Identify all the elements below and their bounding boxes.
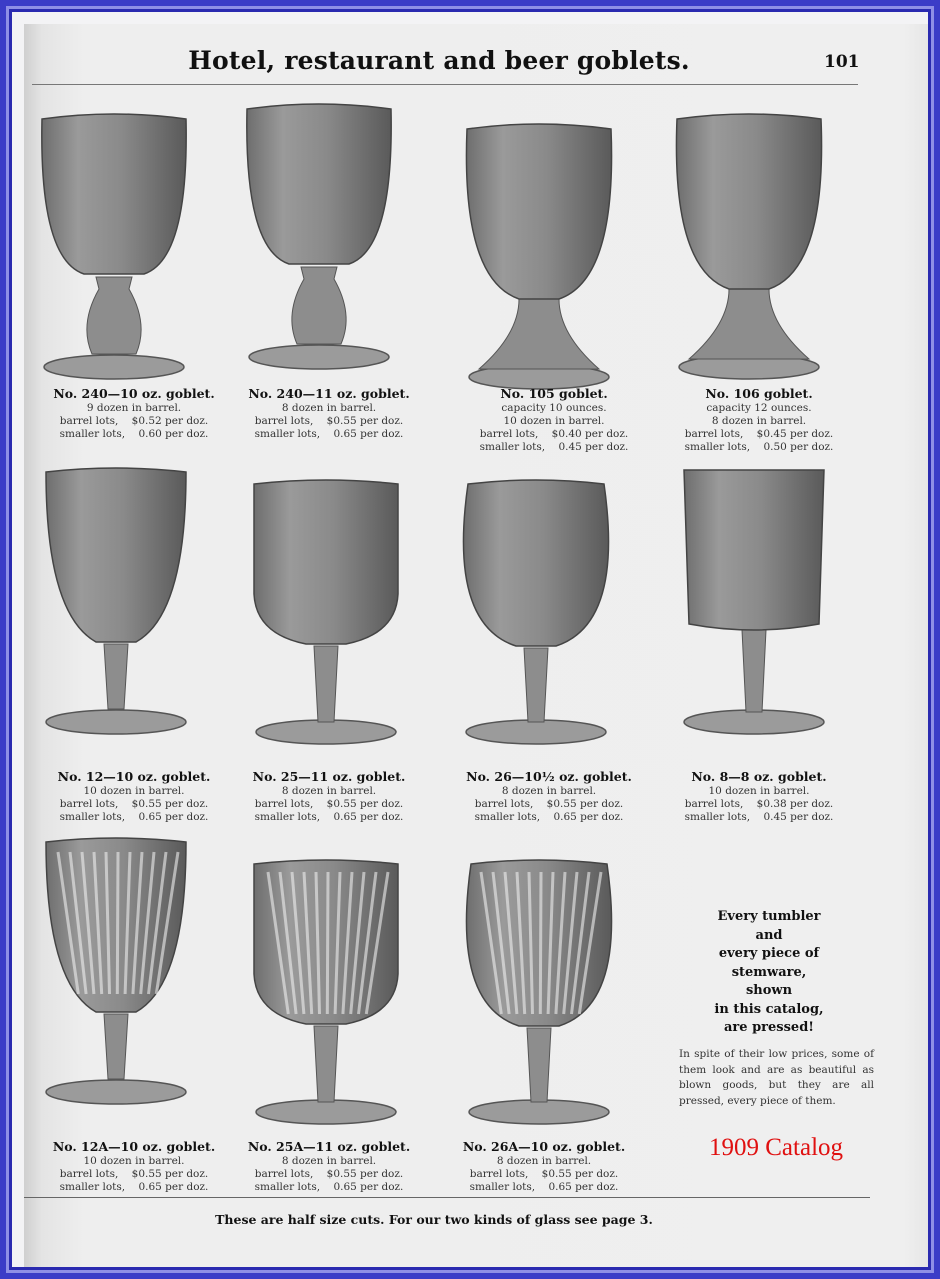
goblet-illustration xyxy=(459,854,619,1133)
goblet-detail-line: smaller lots, 0.50 per doz. xyxy=(684,441,834,453)
goblet-caption xyxy=(24,769,244,824)
goblet-detail-line: 8 dozen in barrel. xyxy=(281,785,377,797)
pressed-glass-note: In spite of their low prices, some of them look and are as beautiful as blown goods, but they are all pressed, every piece of them. xyxy=(679,1048,874,1107)
headline-line: stemware, xyxy=(731,964,807,980)
goblet-detail-line: barrel lots, $0.40 per doz. xyxy=(479,428,629,440)
goblet-detail-line: capacity 10 ounces. xyxy=(501,402,607,414)
goblet-detail-line: smaller lots, 0.65 per doz. xyxy=(474,811,624,823)
headline-line: shown xyxy=(745,983,793,998)
goblet-name: No. 25—11 oz. goblet. xyxy=(252,769,406,784)
goblet-detail-line: smaller lots, 0.65 per doz. xyxy=(59,1181,209,1193)
goblet-detail-line: barrel lots, $0.45 per doz. xyxy=(684,428,834,440)
goblet-caption xyxy=(219,386,439,441)
goblet-detail-line: capacity 12 ounces. xyxy=(706,402,812,414)
goblet-name: No. 26A—10 oz. goblet. xyxy=(462,1139,626,1154)
goblet-detail-line: 10 dozen in barrel. xyxy=(708,785,810,797)
goblet-illustration xyxy=(456,474,616,753)
goblet-detail-line: barrel lots, $0.38 per doz. xyxy=(684,798,834,810)
goblet-detail-line: barrel lots, $0.55 per doz. xyxy=(59,798,209,810)
goblet-illustration xyxy=(36,464,196,743)
goblet-detail-line: 10 dozen in barrel. xyxy=(83,785,185,797)
goblet-detail-line: smaller lots, 0.45 per doz. xyxy=(479,441,629,453)
goblet-caption xyxy=(24,1139,244,1194)
headline-line: in this catalog, xyxy=(714,1001,824,1017)
headline-line: every piece of xyxy=(718,946,820,961)
goblet-illustration xyxy=(674,464,834,743)
goblet-detail-line: smaller lots, 0.65 per doz. xyxy=(254,1181,404,1193)
goblet-name: No. 12—10 oz. goblet. xyxy=(57,769,211,784)
goblet-illustration xyxy=(459,119,619,398)
goblet-detail-line: barrel lots, $0.55 per doz. xyxy=(254,1168,404,1180)
goblet-detail-line: 10 dozen in barrel. xyxy=(503,415,605,427)
headline-line: and xyxy=(755,927,783,943)
goblet-detail-line: smaller lots, 0.65 per doz. xyxy=(59,811,209,823)
goblet-caption xyxy=(219,1139,439,1194)
goblet-detail-line: smaller lots, 0.60 per doz. xyxy=(59,428,209,440)
goblet-detail-line: smaller lots, 0.65 per doz. xyxy=(254,428,404,440)
goblet-detail-line: barrel lots, $0.55 per doz. xyxy=(474,798,624,810)
header-rule xyxy=(32,84,858,85)
goblet-name: No. 8—8 oz. goblet. xyxy=(691,769,827,784)
footer-note: These are half size cuts. For our two kinds of glass see page 3. xyxy=(215,1212,653,1227)
goblet-name: No. 105 goblet. xyxy=(500,386,608,401)
goblet-caption xyxy=(444,386,664,454)
goblet-illustration xyxy=(246,854,406,1133)
goblet-caption xyxy=(24,386,244,441)
goblet-detail-line: 10 dozen in barrel. xyxy=(83,1155,185,1167)
goblet-detail-line: smaller lots, 0.45 per doz. xyxy=(684,811,834,823)
pressed-glass-headline xyxy=(684,908,854,1038)
goblet-detail-line: smaller lots, 0.65 per doz. xyxy=(469,1181,619,1193)
footer-rule xyxy=(24,1197,870,1198)
goblet-caption xyxy=(219,769,439,824)
goblet-name: No. 12A—10 oz. goblet. xyxy=(52,1139,216,1154)
goblet-detail-line: 9 dozen in barrel. xyxy=(86,402,182,414)
goblet-illustration xyxy=(36,834,196,1113)
goblet-illustration xyxy=(669,109,829,388)
catalog-year-stamp: 1909 Catalog xyxy=(709,1134,844,1161)
goblet-caption xyxy=(649,769,869,824)
goblet-illustration xyxy=(246,474,406,753)
goblet-detail-line: barrel lots, $0.52 per doz. xyxy=(59,415,209,427)
goblet-detail-line: barrel lots, $0.55 per doz. xyxy=(59,1168,209,1180)
goblet-illustration xyxy=(34,109,194,388)
goblet-detail-line: 8 dozen in barrel. xyxy=(711,415,807,427)
goblet-detail-line: 8 dozen in barrel. xyxy=(496,1155,592,1167)
goblet-illustration xyxy=(239,99,399,378)
goblet-name: No. 26—10½ oz. goblet. xyxy=(466,769,632,784)
goblet-caption xyxy=(434,1139,654,1194)
goblet-detail-line: 8 dozen in barrel. xyxy=(501,785,597,797)
goblet-caption xyxy=(649,386,869,454)
goblet-detail-line: barrel lots, $0.55 per doz. xyxy=(469,1168,619,1180)
goblet-detail-line: barrel lots, $0.55 per doz. xyxy=(254,415,404,427)
goblet-name: No. 106 goblet. xyxy=(705,386,813,401)
goblet-detail-line: 8 dozen in barrel. xyxy=(281,1155,377,1167)
page-title: Hotel, restaurant and beer goblets. xyxy=(188,46,690,75)
catalog-page xyxy=(24,24,928,1267)
page-number: 101 xyxy=(824,52,860,72)
headline-line: are pressed! xyxy=(724,1020,814,1035)
goblet-detail-line: smaller lots, 0.65 per doz. xyxy=(254,811,404,823)
headline-line: Every tumbler xyxy=(717,909,821,924)
goblet-name: No. 240—10 oz. goblet. xyxy=(53,386,215,401)
goblet-detail-line: 8 dozen in barrel. xyxy=(281,402,377,414)
goblet-caption xyxy=(439,769,659,824)
goblet-name: No. 25A—11 oz. goblet. xyxy=(247,1139,411,1154)
goblet-name: No. 240—11 oz. goblet. xyxy=(248,386,410,401)
goblet-detail-line: barrel lots, $0.55 per doz. xyxy=(254,798,404,810)
